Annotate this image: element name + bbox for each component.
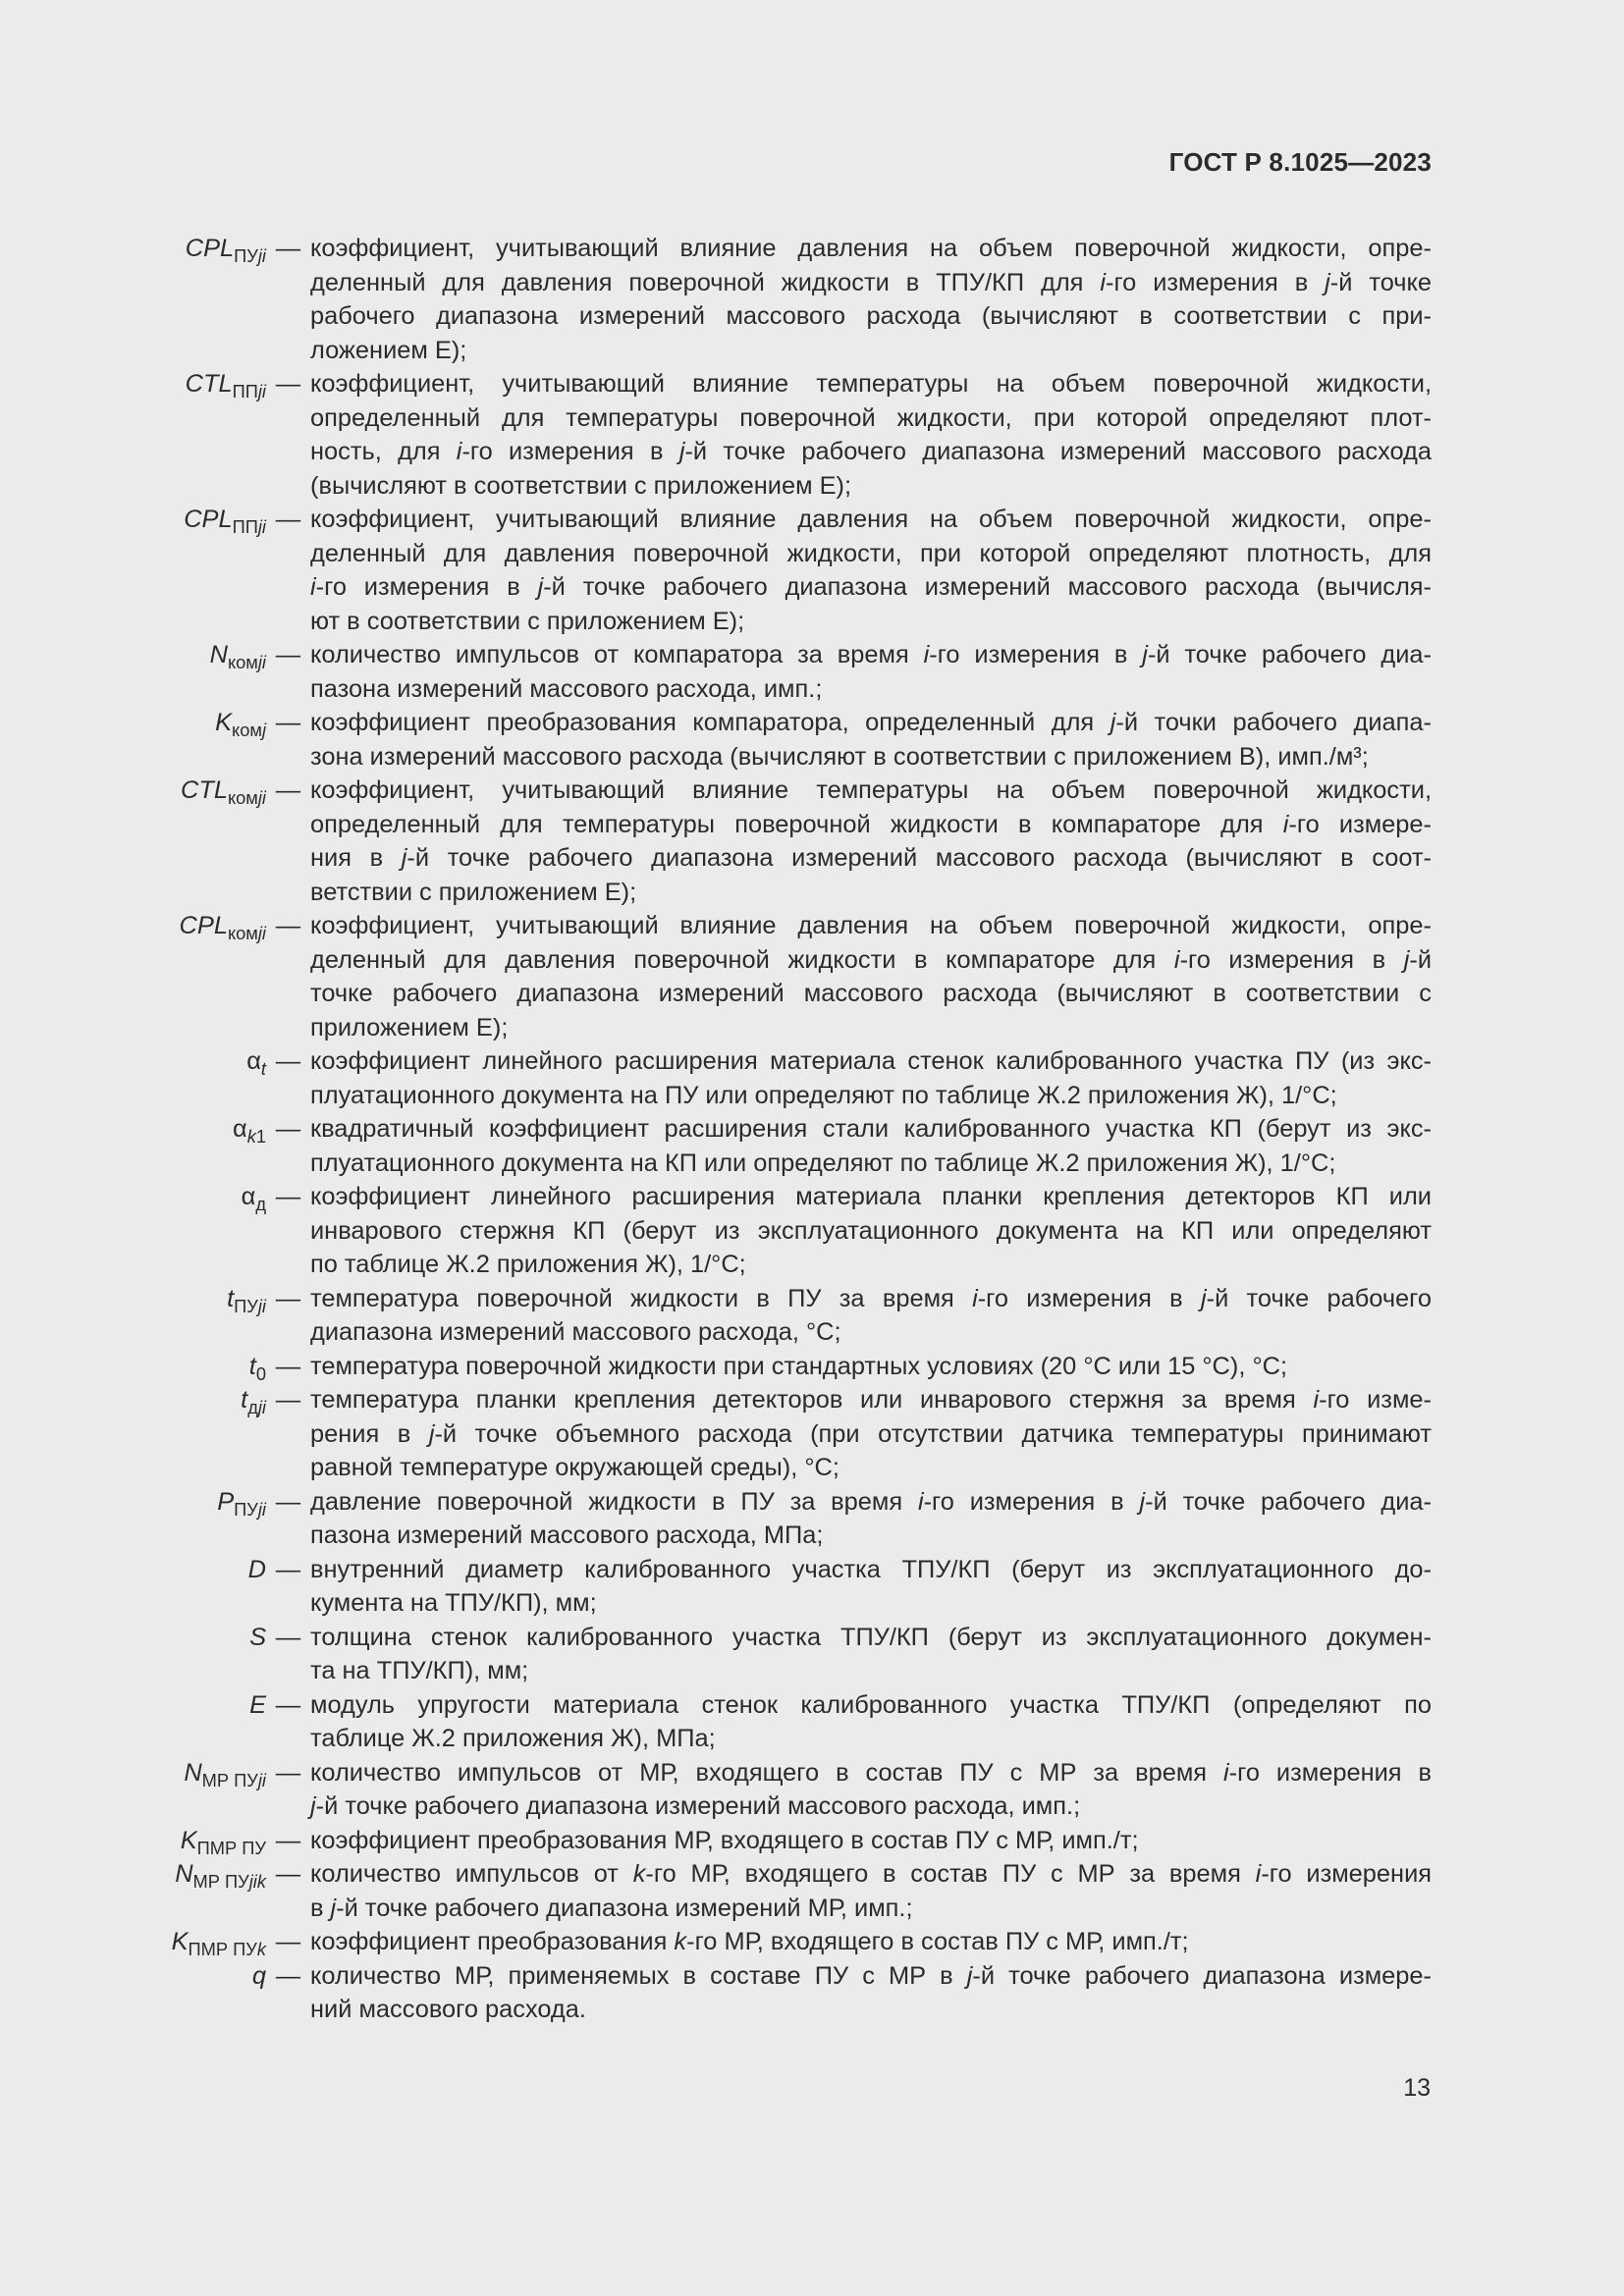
definition-line: рения в j-й точке объемного расхода (при отсутствии датчика температуры принимают — [310, 1419, 1432, 1448]
definition-dash: — — [275, 1690, 301, 1719]
definition-row — [147, 1044, 1432, 1112]
definition-line: по таблице Ж.2 приложения Ж), 1/°С; — [310, 1251, 746, 1278]
definition-line: плуатационного документа на КП или определяют по таблице Ж.2 приложения Ж), 1/°С; — [310, 1148, 1336, 1177]
definition-line: j-й точке рабочего диапазона измерений массового расхода, имп.; — [310, 1792, 1081, 1820]
definition-line: пазона измерений массового расхода, имп.; — [310, 674, 823, 703]
definition-line: диапазона измерений массового расхода, °С; — [310, 1318, 841, 1346]
definition-row — [147, 1485, 1432, 1553]
definition-row — [147, 1824, 1432, 1858]
definition-symbol: $t_{ПУji}$ — [227, 1284, 266, 1316]
definition-row — [147, 1282, 1432, 1350]
definition-row — [147, 1553, 1432, 1621]
definition-dash: — — [275, 370, 301, 398]
definition-dash: — — [275, 1047, 301, 1075]
definition-line: пазона измерений массового расхода, МПа; — [310, 1522, 824, 1549]
definition-line: ния в j-й точке рабочего диапазона измерений массового расхода (вычисляют в соот- — [310, 844, 1432, 872]
definition-symbol: q — [251, 1961, 266, 1990]
definition-symbol: $\alpha_{k1}$ — [233, 1115, 266, 1147]
definition-symbol: $N_{комji}$ — [209, 641, 266, 672]
definition-text — [310, 1959, 1432, 2027]
definition-row — [147, 367, 1432, 503]
definition-line: зона измерений массового расхода (вычисляют в соответствии с приложением В), имп./м³; — [310, 742, 1369, 771]
definition-symbol: $CPL_{ППji}$ — [184, 506, 266, 537]
definition-row — [147, 1621, 1432, 1688]
definition-line: количество импульсов от k-го МР, входящего в состав ПУ с МР за время i-го измерения — [310, 1860, 1433, 1888]
definition-dash: — — [275, 235, 301, 262]
definition-line: ветствии с приложением Е); — [310, 878, 637, 906]
definition-line: коэффициент, учитывающий влияние температуры на объем поверочной жидкости, — [310, 370, 1432, 398]
definition-symbol: $K_{комj}$ — [215, 709, 266, 740]
definition-symbol: $CTL_{комji}$ — [180, 776, 266, 808]
definition-line: толщина стенок калиброванного участка ТПУ/КП (берут из эксплуатационного докумен- — [310, 1623, 1432, 1651]
definition-row — [147, 1350, 1432, 1384]
definition-line: температура поверочной жидкости при стандартных условиях (20 °С или 15 °С), °С; — [310, 1352, 1288, 1380]
definition-text — [310, 1621, 1432, 1688]
definition-symbol: $t_{дji}$ — [241, 1386, 266, 1417]
definition-row — [147, 706, 1432, 774]
definition-row — [147, 1383, 1432, 1485]
definition-line: коэффициент линейного расширения материала стенок калиброванного участка ПУ (из экс- — [310, 1047, 1432, 1075]
definition-symbol: E — [249, 1690, 266, 1719]
definition-dash: — — [275, 1758, 301, 1787]
definition-symbol: $\alpha_д$ — [241, 1183, 266, 1214]
definition-line: коэффициент преобразования компаратора, определенный для j-й точки рабочего диапа- — [310, 709, 1432, 736]
definition-symbol: $\alpha_t$ — [246, 1047, 266, 1079]
definition-dash: — — [275, 506, 301, 533]
definition-dash: — — [275, 912, 301, 939]
definition-dash: — — [275, 1826, 301, 1854]
definition-row — [147, 774, 1432, 909]
definition-row — [147, 232, 1432, 367]
definition-symbol: D — [247, 1555, 266, 1583]
definition-line: определенный для температуры поверочной жидкости, при которой определяют плот- — [310, 403, 1432, 432]
definition-symbol: $CPL_{комji}$ — [179, 912, 266, 943]
definition-dash: — — [275, 1352, 301, 1380]
definition-dash: — — [275, 1961, 301, 1990]
definition-line: инварового стержня КП (берут из эксплуатационного документа на КП или определяют — [310, 1216, 1432, 1245]
definition-row — [147, 1857, 1432, 1925]
definition-line: определенный для температуры поверочной жидкости в компараторе для i-го измере- — [310, 810, 1433, 838]
definition-text — [310, 1925, 1432, 1959]
definition-symbol: $N_{МР ПУjik}$ — [175, 1860, 266, 1892]
definition-text — [310, 232, 1432, 367]
definition-line: рабочего диапазона измерений массового расхода (вычисляют в соответствии с при- — [310, 302, 1432, 330]
definition-line: ний массового расхода. — [310, 1996, 586, 2023]
definition-symbol: $K_{ПМР ПУk}$ — [171, 1928, 266, 1959]
definition-text — [310, 706, 1432, 774]
definition-dash: — — [275, 1928, 301, 1955]
definition-line: деленный для давления поверочной жидкости в ТПУ/КП для i-го измерения в j-й точке — [310, 268, 1433, 296]
definition-text — [310, 503, 1432, 638]
definition-line: деленный для давления поверочной жидкости в компараторе для i-го измерения в j-й — [310, 945, 1433, 974]
definition-line: деленный для давления поверочной жидкости, при которой определяют плотность, для — [310, 539, 1432, 567]
definition-text — [310, 1044, 1432, 1112]
definition-row — [147, 1180, 1432, 1282]
definition-line: таблице Ж.2 приложения Ж), МПа; — [310, 1725, 716, 1752]
definition-line: точке рабочего диапазона измерений массового расхода (вычисляют в соответствии с — [310, 980, 1432, 1007]
definition-row — [147, 1112, 1432, 1180]
definition-line: давление поверочной жидкости в ПУ за время i-го измерения в j-й точке рабочего диа- — [310, 1487, 1432, 1516]
definition-line: в j-й точке рабочего диапазона измерений МР, имп.; — [310, 1894, 913, 1922]
definitions-list — [147, 232, 1432, 2027]
definition-text — [310, 1485, 1432, 1553]
definition-text — [310, 1180, 1432, 1282]
definition-line: температура планки крепления детекторов или инварового стержня за время i-го изме- — [310, 1386, 1432, 1414]
definition-text — [310, 1824, 1432, 1858]
definition-dash: — — [275, 1183, 301, 1210]
definition-line: коэффициент линейного расширения материала планки крепления детекторов КП или — [310, 1183, 1432, 1210]
definition-line: ность, для i-го измерения в j-й точке рабочего диапазона измерений массового расхода — [310, 438, 1432, 465]
definition-symbol: $P_{ПУji}$ — [217, 1487, 266, 1520]
definition-line: квадратичный коэффициент расширения стали калиброванного участка КП (берут из экс- — [310, 1115, 1432, 1143]
definition-line: та на ТПУ/КП), мм; — [310, 1657, 529, 1684]
definition-dash: — — [275, 1115, 301, 1143]
definition-symbol: $t_0$ — [248, 1352, 266, 1384]
definition-text — [310, 774, 1432, 909]
definition-line: приложением Е); — [310, 1013, 509, 1041]
definition-line: температура поверочной жидкости в ПУ за время i-го измерения в j-й точке рабочего — [310, 1284, 1432, 1312]
definition-text — [310, 1282, 1432, 1350]
definition-line: (вычисляют в соответствии с приложением Е); — [310, 471, 852, 500]
definition-text — [310, 1383, 1432, 1485]
definition-text — [310, 638, 1432, 706]
definition-row — [147, 638, 1432, 706]
definition-line: i-го измерения в j-й точке рабочего диапазона измерений массового расхода (вычисля- — [310, 573, 1432, 601]
definition-text — [310, 367, 1432, 503]
definition-dash: — — [275, 641, 301, 668]
definition-symbol: $CPL_{ПУji}$ — [185, 235, 266, 266]
document-id: ГОСТ Р 8.1025—2023 — [1168, 147, 1432, 177]
definition-row — [147, 1688, 1432, 1756]
definition-text — [310, 1688, 1432, 1756]
definition-row — [147, 1925, 1432, 1959]
definition-dash: — — [275, 709, 301, 736]
definition-line: коэффициент, учитывающий влияние температуры на объем поверочной жидкости, — [310, 776, 1432, 804]
definition-line: количество импульсов от МР, входящего в состав ПУ с МР за время i-го измерения в — [310, 1758, 1432, 1787]
definition-line: модуль упругости материала стенок калиброванного участка ТПУ/КП (определяют по — [310, 1690, 1432, 1719]
definition-line: коэффициент преобразования k-го МР, входящего в состав ПУ с МР, имп./т; — [310, 1928, 1189, 1955]
definition-row — [147, 1756, 1432, 1824]
definition-line: внутренний диаметр калиброванного участка ТПУ/КП (берут из эксплуатационного до- — [310, 1555, 1432, 1583]
definition-dash: — — [275, 776, 301, 804]
definition-dash: — — [275, 1386, 301, 1414]
page-number: 13 — [1403, 2074, 1431, 2102]
definition-line: коэффициент преобразования МР, входящего в состав ПУ с МР, имп./т; — [310, 1826, 1139, 1854]
definition-text — [310, 1857, 1432, 1925]
definition-line: коэффициент, учитывающий влияние давления на объем поверочной жидкости, опре- — [310, 912, 1432, 939]
definition-line: равной температуре окружающей среды), °С; — [310, 1454, 839, 1481]
definition-line: плуатационного документа на ПУ или определяют по таблице Ж.2 приложения Ж), 1/°С; — [310, 1081, 1337, 1109]
definition-text — [310, 1350, 1432, 1384]
definition-row — [147, 909, 1432, 1044]
definition-dash: — — [275, 1555, 301, 1583]
definition-line: коэффициент, учитывающий влияние давления на объем поверочной жидкости, опре- — [310, 235, 1432, 262]
definition-dash: — — [275, 1487, 301, 1516]
definition-line: кумента на ТПУ/КП), мм; — [310, 1589, 597, 1617]
definition-line: коэффициент, учитывающий влияние давления на объем поверочной жидкости, опре- — [310, 506, 1432, 533]
definition-dash: — — [275, 1284, 301, 1312]
definition-symbol: $K_{ПМР ПУ}$ — [180, 1826, 266, 1858]
definition-row — [147, 503, 1432, 638]
definition-symbol: $N_{МР ПУji}$ — [184, 1758, 266, 1790]
definition-line: количество МР, применяемых в составе ПУ с МР в j-й точке рабочего диапазона измере- — [310, 1961, 1432, 1990]
definition-line: ют в соответствии с приложением Е); — [310, 607, 745, 635]
definition-dash: — — [275, 1623, 301, 1651]
definition-text — [310, 1112, 1432, 1180]
definition-dash: — — [275, 1860, 301, 1888]
definition-line: ложением Е); — [310, 336, 467, 364]
definition-row — [147, 1959, 1432, 2027]
definition-line: количество импульсов от компаратора за время i-го измерения в j-й точке рабочего диа- — [310, 641, 1432, 668]
definition-text — [310, 1553, 1432, 1621]
definition-text — [310, 909, 1432, 1044]
definition-text — [310, 1756, 1432, 1824]
definition-symbol: $CTL_{ППji}$ — [185, 370, 266, 401]
definition-symbol: S — [249, 1623, 266, 1651]
